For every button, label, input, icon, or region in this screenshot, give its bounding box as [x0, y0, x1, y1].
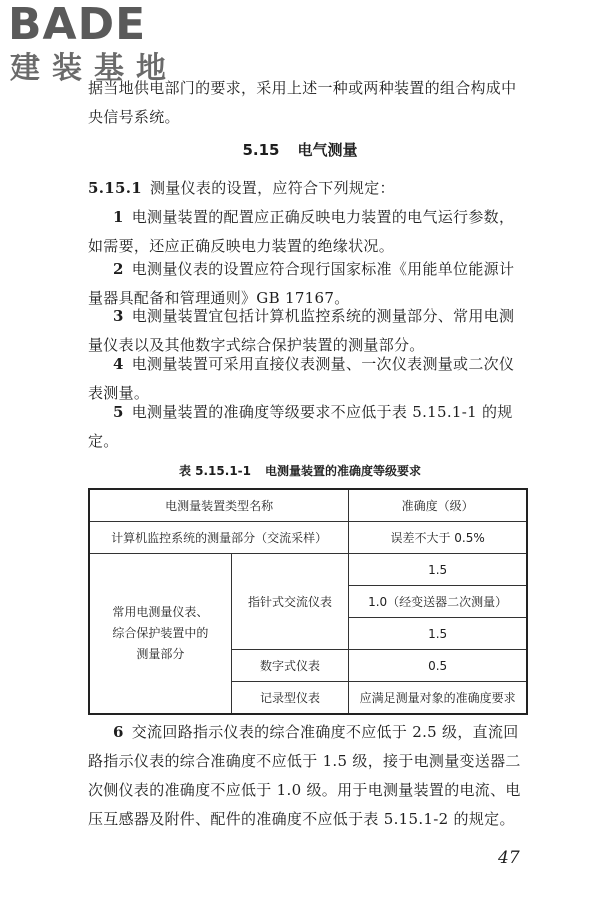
item-text: 交流回路指示仪表的综合准确度不应低于 2.5 级，直流回路指示仪表的综合准确度不应低于 1.5 级，接于电测量变送器二次侧仪表的准确度不应低于 1.0 级。用于电测量装置的电流、电压互感器及附件、配件的准确度不应低于表 5.15.1-2 的规定。 [88, 723, 521, 828]
table-caption-title: 电测量装置的准确度等级要求 [265, 464, 422, 478]
logo-brand: BADE [8, 0, 147, 50]
item-text: 电测量装置可采用直接仪表测量、一次仪表测量或二次仪表测量。 [88, 355, 515, 402]
clause-text: 测量仪表的设置，应符合下列规定： [150, 179, 395, 197]
section-heading [0, 138, 600, 162]
cell-recorder-value: 应满足测量对象的准确度要求 [349, 682, 527, 715]
list-item-1 [88, 203, 528, 261]
cell-computer-name: 计算机监控系统的测量部分（交流采样） [89, 522, 349, 554]
clause-5-15-1 [88, 174, 528, 203]
header-accuracy: 准确度（级） [349, 489, 527, 522]
item-number: 6 [113, 723, 124, 741]
page-number: 47 [498, 848, 520, 868]
section-number: 5.15 [242, 141, 280, 159]
logo-chinese: 建装基地 [10, 51, 178, 86]
item-number: 3 [113, 307, 124, 325]
intro-paragraph: 据当地供电部门的要求，采用上述一种或两种装置的组合构成中央信号系统。 [88, 79, 517, 126]
item-number: 1 [113, 208, 124, 226]
cell-recorder-name: 记录型仪表 [231, 682, 348, 715]
cell-pointer-value: 1.5 [349, 554, 527, 586]
cell-pointer-value: 1.5 [349, 618, 527, 650]
section-title: 电气测量 [297, 141, 358, 159]
table-header-row [89, 489, 527, 522]
list-item-5 [88, 398, 528, 456]
item-text: 电测量装置的准确度等级要求不应低于表 5.15.1-1 的规定。 [88, 403, 513, 450]
list-item-6 [88, 718, 528, 834]
cell-digital-name: 数字式仪表 [231, 650, 348, 682]
cell-group-label [89, 554, 231, 715]
item-number: 4 [113, 355, 124, 373]
table-row [89, 554, 527, 586]
cell-digital-value: 0.5 [349, 650, 527, 682]
header-type: 电测量装置类型名称 [89, 489, 349, 522]
item-number: 5 [113, 403, 124, 421]
cell-computer-value: 误差不大于 0.5% [349, 522, 527, 554]
table-caption-number: 表 5.15.1-1 [178, 464, 251, 478]
clause-number: 5.15.1 [88, 179, 142, 197]
table-row [89, 522, 527, 554]
group-label-line: 测量部分 [136, 647, 185, 661]
group-label-line: 常用电测量仪表、 [112, 605, 209, 619]
table-caption [0, 462, 600, 480]
cell-pointer-name: 指针式交流仪表 [231, 554, 348, 650]
item-text: 电测量装置宜包括计算机监控系统的测量部分、常用电测量仪表以及其他数字式综合保护装置的测量部分。 [88, 307, 515, 354]
cell-pointer-value: 1.0（经变送器二次测量） [349, 586, 527, 618]
item-text: 电测量仪表的设置应符合现行国家标准《用能单位能源计量器具配备和管理通则》GB 17167。 [88, 260, 515, 307]
item-number: 2 [113, 260, 124, 278]
group-label-line: 综合保护装置中的 [112, 626, 209, 640]
item-text: 电测量装置的配置应正确反映电力装置的电气运行参数，如需要，还应正确反映电力装置的绝缘状况。 [88, 208, 515, 255]
accuracy-table [88, 488, 528, 715]
